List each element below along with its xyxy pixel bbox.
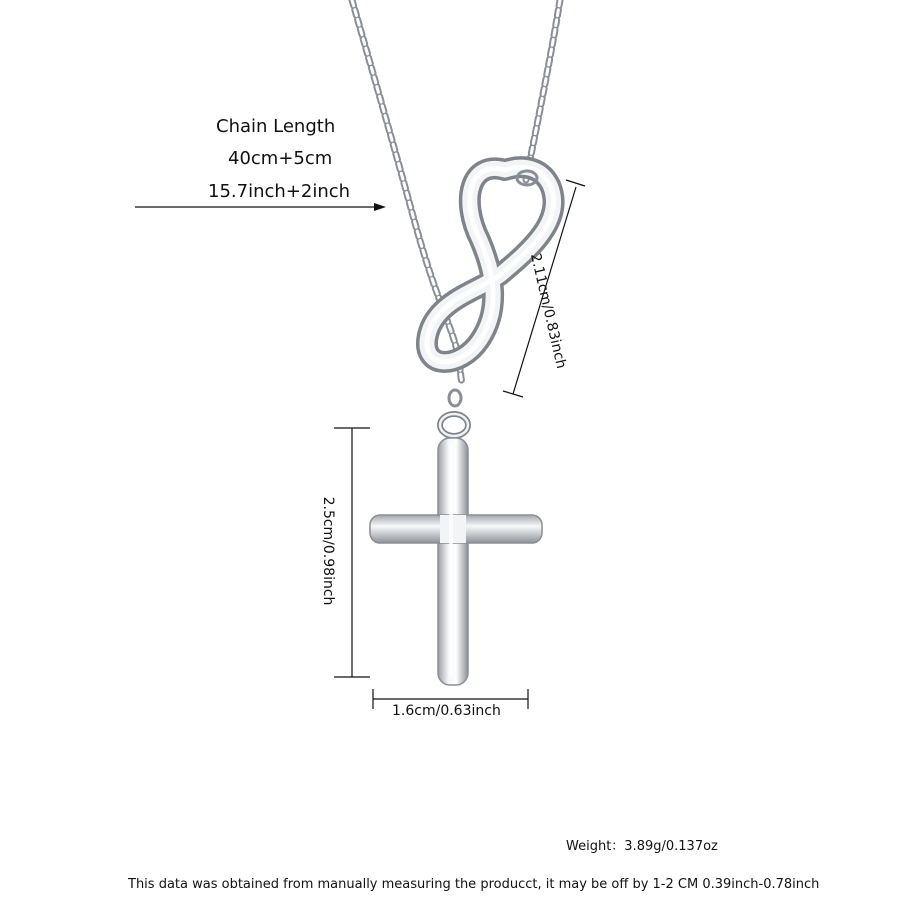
chain-length-imperial: 15.7inch+2inch [208, 181, 351, 202]
cross-pendant [370, 438, 542, 685]
cross-height-dimension-line [334, 428, 370, 677]
cross-width-label: 1.6cm/0.63inch [392, 703, 501, 719]
infinity-size-label: 2.11cm/0.83inch [526, 251, 570, 371]
chain-length-arrow [135, 203, 386, 211]
chain-length-metric: 40cm+5cm [228, 148, 333, 169]
chain-length-title: Chain Length [216, 116, 336, 137]
chain-right [526, 0, 560, 180]
measurement-disclaimer: This data was obtained from manually measuring the producct, it may be off by 1-2 CM 0.39inch-0.78inch [128, 877, 820, 892]
cross-bail [440, 390, 468, 436]
chain-left [352, 0, 462, 384]
cross-height-label: 2.5cm/0.98inch [320, 496, 336, 606]
weight-label: Weight：3.89g/0.137oz [566, 839, 718, 854]
